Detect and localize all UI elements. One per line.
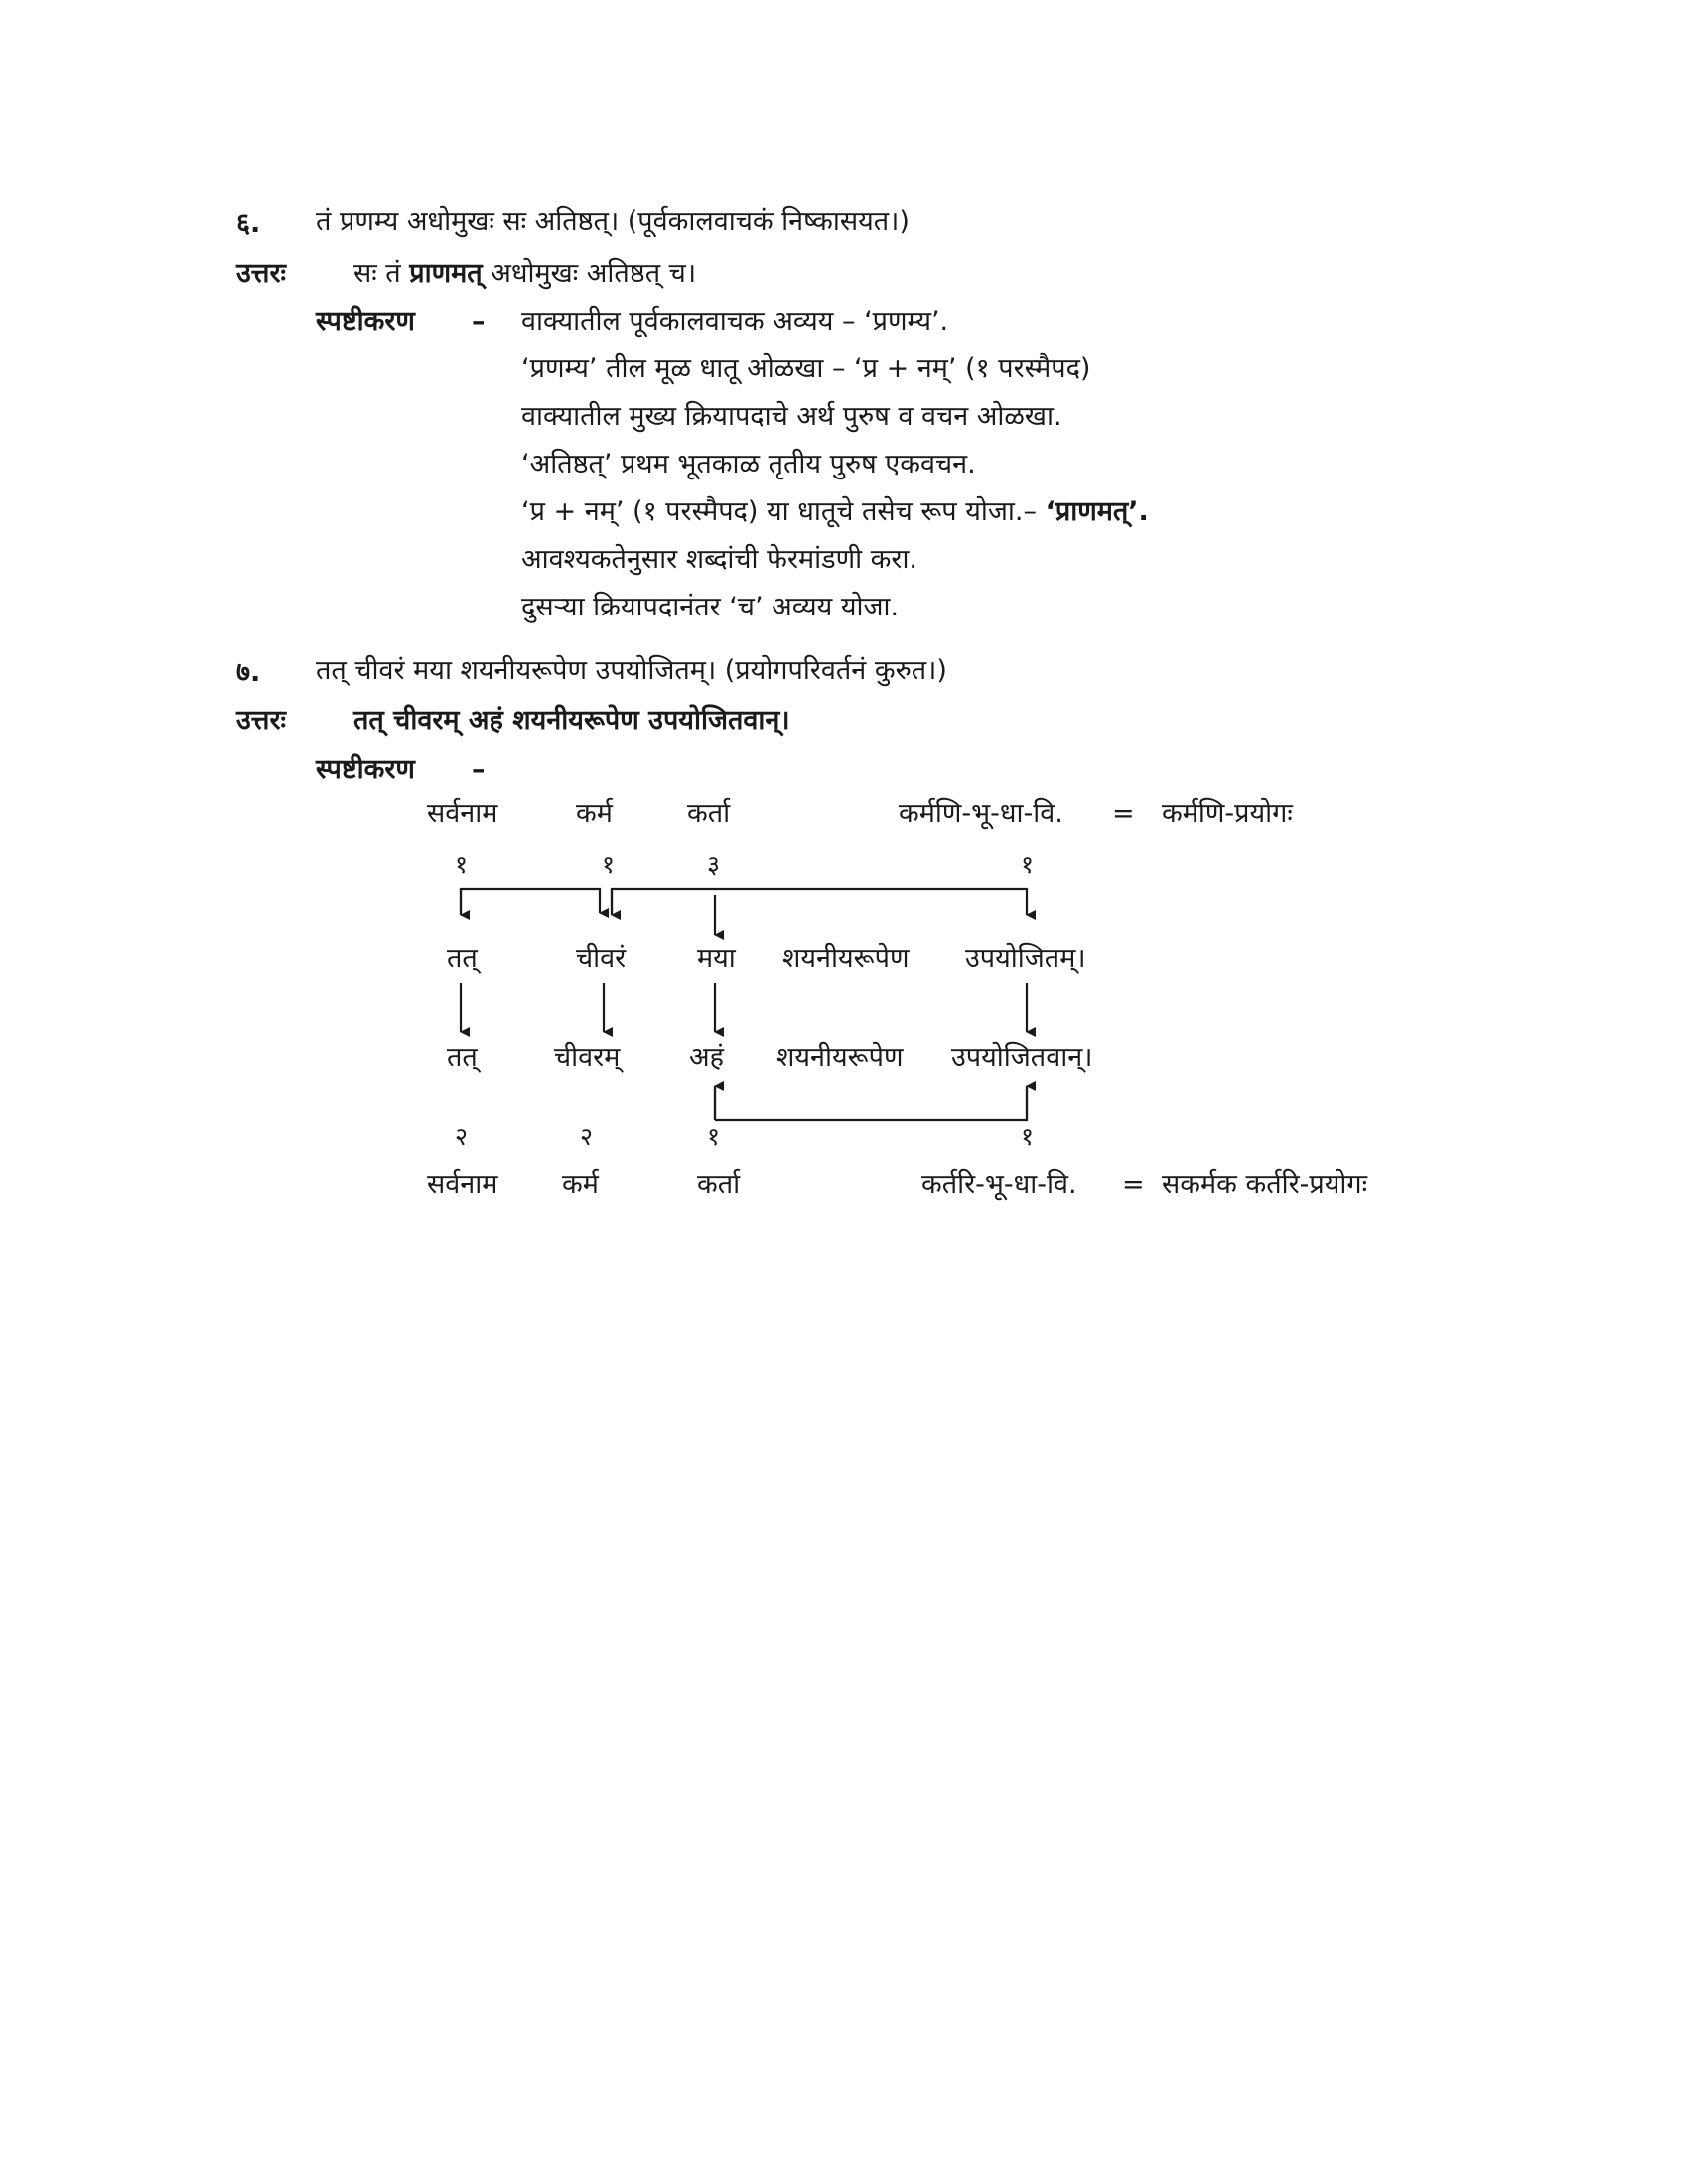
q7-answer: तत् चीवरम् अहं शयनीयरूपेण उपयोजितवान्। <box>353 705 790 736</box>
q6-line-4: ‘अतिष्ठत्’ प्रथम भूतकाळ तृतीय पुरुष एकवचन. <box>521 449 976 479</box>
q6-line-7: दुसऱ्या क्रियापदानंतर ‘च’ अव्यय योजा. <box>521 592 900 622</box>
top-num-3: ३ <box>707 850 721 879</box>
top-num-1: १ <box>455 850 469 879</box>
top-formula: कर्मणि-भू-धा-वि. <box>899 798 1063 829</box>
bottom-label-karta: कर्ता <box>697 1169 741 1200</box>
q7-explanation-label: स्पष्टीकरण <box>316 754 415 785</box>
q7-number: ७. <box>236 657 261 688</box>
row2-word-1: तत् <box>447 1042 478 1073</box>
q6-answer-pre: सः तं <box>353 258 401 289</box>
bottom-equals: = <box>1122 1169 1145 1200</box>
q6-line-5-bold: ‘प्राणमत्’. <box>1045 496 1149 527</box>
row1-word-5: उपयोजितम्। <box>965 943 1086 974</box>
top-equals: = <box>1112 798 1135 829</box>
row2-word-4: शयनीयरूपेण <box>776 1042 904 1073</box>
row2-word-3: अहं <box>689 1042 724 1073</box>
bottom-label-karma: कर्म <box>562 1169 599 1200</box>
q7-answer-label: उत्तरः <box>236 705 286 736</box>
q6-explanation-label: स्पष्टीकरण <box>316 306 415 337</box>
bottom-formula: कर्तरि-भू-धा-वि. <box>921 1169 1077 1200</box>
q6-answer-post: अधोमुखः अतिष्ठत् च। <box>491 258 697 289</box>
arrow-top-bracket-left <box>461 889 600 913</box>
bottom-num-2: २ <box>580 1122 594 1151</box>
q7-explanation-dash: – <box>472 754 486 785</box>
top-num-2: १ <box>602 850 616 879</box>
q6-line-2: ‘प्रणम्य’ तील मूळ धातू ओळखा – ‘प्र + नम्’ (१ परस्मैपद) <box>521 353 1091 384</box>
q6-line-3: वाक्यातील मुख्य क्रियापदाचे अर्थ पुरुष व वचन ओळखा. <box>521 401 1062 432</box>
top-label-sarvanama: सर्वनाम <box>427 798 498 829</box>
bottom-label-sarvanama: सर्वनाम <box>427 1169 498 1200</box>
row1-word-3: मया <box>697 943 736 974</box>
row2-word-5: उपयोजितवान्। <box>951 1042 1093 1073</box>
row1-word-1: तत् <box>447 943 478 974</box>
q6-explanation-dash: – <box>472 306 486 337</box>
arrow-bottom-bracket <box>715 1088 1027 1120</box>
top-label-karta: कर्ता <box>687 798 731 829</box>
top-result: कर्मणि-प्रयोगः <box>1162 798 1293 829</box>
q6-line-1: वाक्यातील पूर्वकालवाचक अव्यय – ‘प्रणम्य’. <box>521 306 949 337</box>
q7-question: तत् चीवरं मया शयनीयरूपेण उपयोजितम्। (प्रयोगपरिवर्तनं कुरुत।) <box>316 655 947 686</box>
row1-word-4: शयनीयरूपेण <box>782 943 910 974</box>
q6-number: ६. <box>236 208 261 239</box>
bottom-num-1: २ <box>455 1122 469 1151</box>
q6-question: तं प्रणम्य अधोमुखः सः अतिष्ठत्। (पूर्वकालवाचकं निष्कासयत।) <box>316 206 910 237</box>
arrow-top-bracket-right <box>612 889 1027 915</box>
bottom-result: सकर्मक कर्तरि-प्रयोगः <box>1162 1169 1368 1200</box>
row1-word-2: चीवरं <box>576 943 627 974</box>
q6-answer-label: उत्तरः <box>236 258 286 289</box>
top-label-karma: कर्म <box>576 798 613 829</box>
row2-word-2: चीवरम् <box>554 1042 621 1073</box>
q6-answer-bold: प्राणमत् <box>409 258 483 289</box>
top-num-4: १ <box>1021 850 1035 879</box>
q6-line-6: आवश्यकतेनुसार शब्दांची फेरमांडणी करा. <box>521 544 918 575</box>
bottom-num-4: १ <box>1021 1122 1035 1151</box>
q6-line-5-pre: ‘प्र + नम्’ (१ परस्मैपद) या धातूचे तसेच रूप योजा.– <box>521 496 1037 527</box>
bottom-num-3: १ <box>707 1122 721 1151</box>
